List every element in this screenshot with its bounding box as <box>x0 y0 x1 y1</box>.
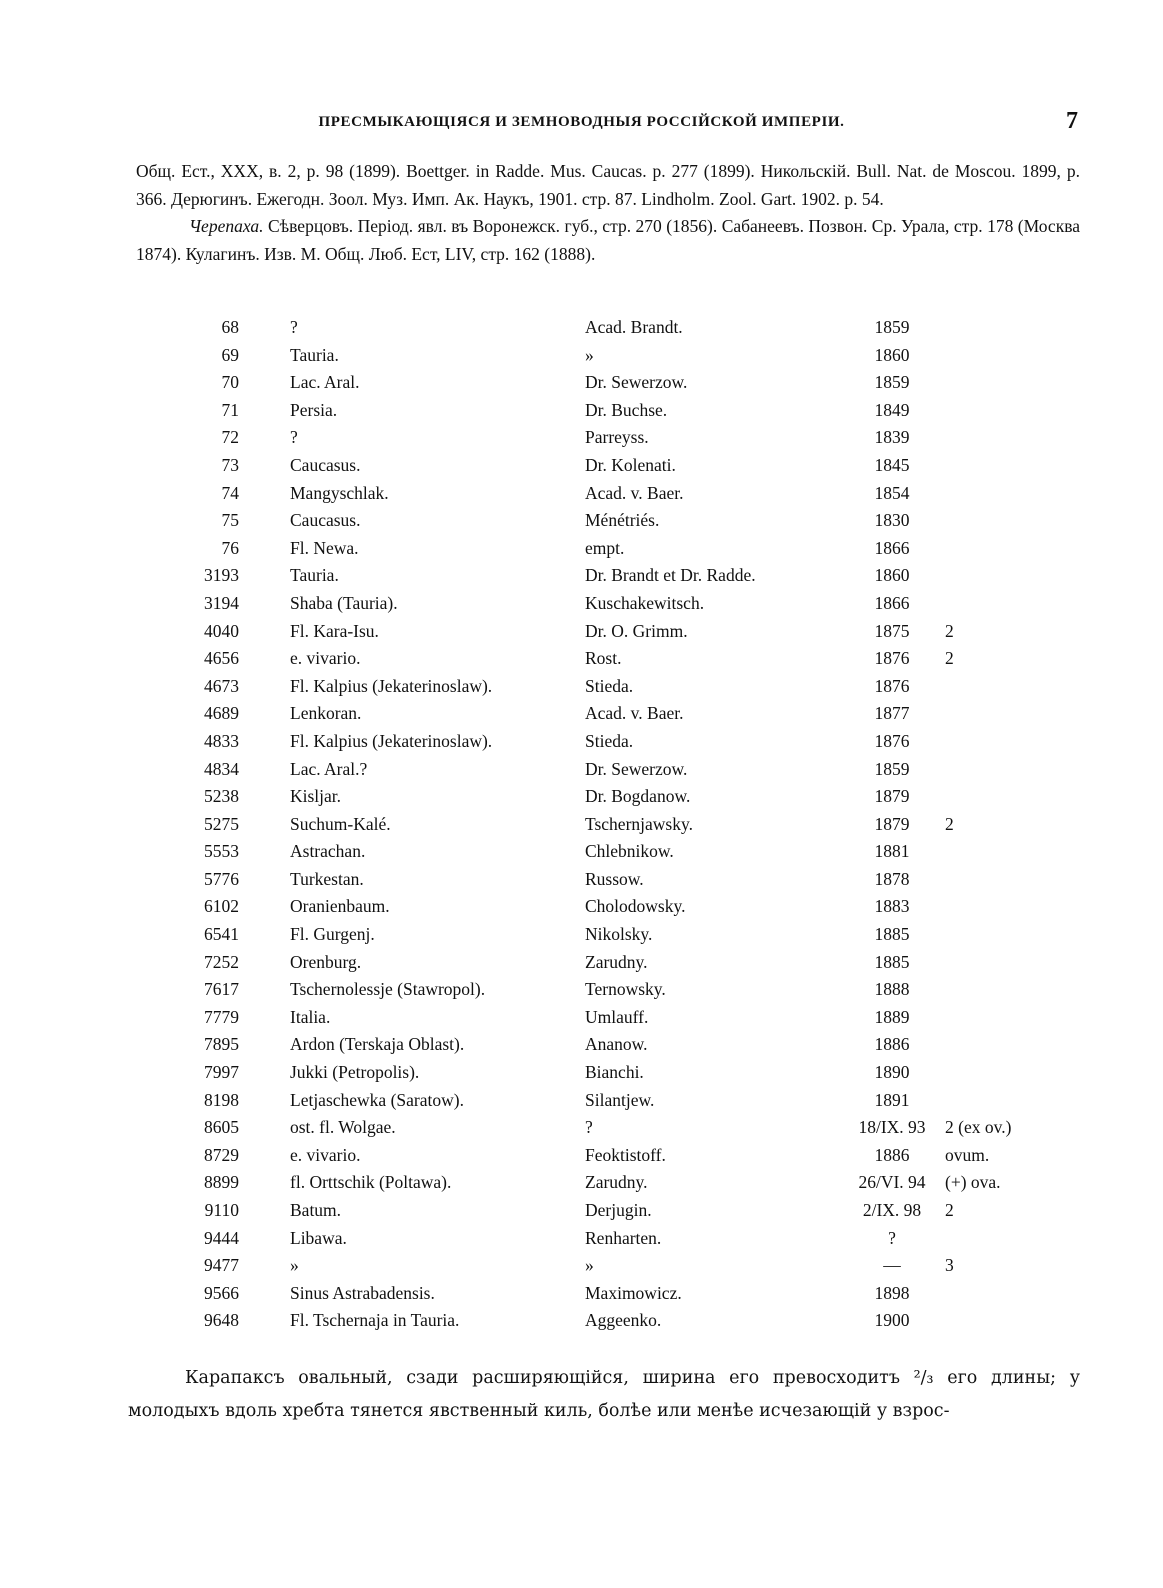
specimen-locality: Fl. Kalpius (Jekaterinoslaw). <box>290 730 493 751</box>
specimen-locality: Orenburg. <box>290 951 362 972</box>
specimen-year: 1876 <box>874 730 910 751</box>
specimen-year: 1877 <box>874 703 910 724</box>
specimen-collector: Dr. Brandt et Dr. Radde. <box>585 565 756 586</box>
specimen-number: 8605 <box>204 1117 239 1138</box>
specimen-number: 7779 <box>204 1006 239 1027</box>
specimen-locality: Sinus Astrabadensis. <box>290 1282 435 1303</box>
specimen-number: 74 <box>221 482 239 503</box>
table-row <box>0 1169 1163 1197</box>
table-row <box>0 397 1163 425</box>
table-row <box>0 535 1163 563</box>
specimen-locality: Tauria. <box>290 565 339 586</box>
specimen-collector: Nikolsky. <box>585 924 653 945</box>
table-row <box>0 480 1163 508</box>
table-row <box>0 700 1163 728</box>
specimen-collector: Aggeenko. <box>585 1310 662 1331</box>
specimen-locality: e. vivario. <box>290 1144 361 1165</box>
specimen-year: 1854 <box>874 482 910 503</box>
specimen-locality: Lac. Aral. <box>290 372 360 393</box>
specimen-number: 7252 <box>204 951 239 972</box>
specimen-note: 3 <box>945 1255 954 1276</box>
page-number: 7 <box>1066 108 1078 134</box>
specimen-number: 8198 <box>204 1089 239 1110</box>
specimen-locality: Fl. Newa. <box>290 537 359 558</box>
table-row <box>0 590 1163 618</box>
specimen-collector: » <box>585 1255 594 1276</box>
table-row <box>0 838 1163 866</box>
specimen-locality: Jukki (Petropolis). <box>290 1062 420 1083</box>
table-row <box>0 1280 1163 1308</box>
specimen-collector: Stieda. <box>585 675 634 696</box>
specimen-collector: Silantjew. <box>585 1089 655 1110</box>
specimen-number: 72 <box>221 427 239 448</box>
specimen-note: 2 <box>945 1200 954 1220</box>
table-row <box>0 893 1163 921</box>
specimen-year: 1900 <box>874 1310 910 1331</box>
table-row <box>0 424 1163 452</box>
table-row <box>0 1059 1163 1087</box>
specimen-year: 1876 <box>874 648 910 669</box>
specimen-number: 4689 <box>204 703 239 724</box>
specimen-year: 2/IX. 98 <box>862 1200 922 1220</box>
specimen-collector: Stieda. <box>585 730 634 751</box>
specimen-year: 1859 <box>874 758 910 779</box>
specimen-year: 1866 <box>874 592 910 613</box>
specimen-number: 75 <box>221 510 239 531</box>
specimen-number: 8899 <box>204 1172 239 1193</box>
specimen-year: 1860 <box>874 565 910 586</box>
specimen-year: 1891 <box>874 1089 910 1110</box>
table-row <box>0 1252 1163 1280</box>
specimen-locality: Letjaschewka (Saratow). <box>290 1089 464 1110</box>
specimen-year: 1859 <box>874 372 910 393</box>
specimen-locality: Tschernolessje (Stawropol). <box>290 979 486 1000</box>
specimen-locality: Astrachan. <box>290 841 366 862</box>
specimen-locality: Lenkoran. <box>290 703 362 724</box>
specimen-collector: Chlebnikow. <box>585 841 674 862</box>
specimen-number: 5776 <box>204 868 239 889</box>
table-row <box>0 783 1163 811</box>
specimen-collector: empt. <box>585 537 625 558</box>
bibliography-text <box>136 158 1080 268</box>
specimen-number: 70 <box>221 372 239 393</box>
specimen-number: 5238 <box>204 786 239 807</box>
running-title: ПРЕСМЫКАЮЩІЯСЯ И ЗЕМНОВОДНЫЯ РОССІЙСКОЙ ИМПЕРІИ. <box>318 114 845 130</box>
specimen-note: 2 (ex ov.) <box>945 1117 1012 1138</box>
specimen-number: 69 <box>221 344 239 365</box>
specimen-locality: Ardon (Terskaja Oblast). <box>290 1034 465 1055</box>
bibliography-paragraph <box>136 213 1080 268</box>
specimen-year: 1866 <box>874 537 910 558</box>
specimen-year: 1883 <box>874 896 910 917</box>
specimen-year: 1885 <box>874 951 910 972</box>
specimen-year: — <box>883 1255 901 1276</box>
table-row <box>0 1142 1163 1170</box>
specimen-number: 6102 <box>204 896 239 917</box>
specimen-collector: » <box>585 344 594 365</box>
specimen-locality: fl. Orttschik (Poltawa). <box>290 1172 452 1193</box>
table-row <box>0 1225 1163 1253</box>
specimen-year: 1860 <box>874 344 910 365</box>
table-row <box>0 1087 1163 1115</box>
specimen-locality: e. vivario. <box>290 648 361 669</box>
specimen-number: 6541 <box>204 924 239 945</box>
specimen-collector: Ménétriés. <box>585 510 660 531</box>
specimen-year: 1886 <box>874 1034 910 1055</box>
specimen-number: 7617 <box>204 979 239 1000</box>
specimen-locality: Kisljar. <box>290 786 342 807</box>
specimen-locality: Caucasus. <box>290 454 361 475</box>
specimen-collector: Parreyss. <box>585 427 649 448</box>
specimen-locality: Lac. Aral.? <box>290 758 368 779</box>
specimen-number: 9648 <box>204 1310 239 1331</box>
specimen-collector: ? <box>585 1117 593 1138</box>
table-row <box>0 1114 1163 1142</box>
specimen-year: 1889 <box>874 1006 910 1027</box>
specimen-locality: ? <box>290 427 298 448</box>
table-row <box>0 369 1163 397</box>
table-row <box>0 921 1163 949</box>
specimen-year: 1898 <box>874 1282 910 1303</box>
running-header <box>0 110 1163 138</box>
specimen-locality: ? <box>290 317 298 337</box>
specimen-collector: Rost. <box>585 648 622 669</box>
specimen-number: 3193 <box>204 565 239 586</box>
specimen-locality: Fl. Tschernaja in Tauria. <box>290 1310 460 1331</box>
specimen-year: 1845 <box>874 454 910 475</box>
specimen-year: 1879 <box>874 786 910 807</box>
specimen-locality: Libawa. <box>290 1227 347 1248</box>
specimen-locality: Tauria. <box>290 344 339 365</box>
specimen-locality: Caucasus. <box>290 510 361 531</box>
table-row <box>0 949 1163 977</box>
specimen-year: 1878 <box>874 868 910 889</box>
specimen-collector: Derjugin. <box>585 1200 652 1220</box>
specimen-collector: Ternowsky. <box>585 979 666 1000</box>
specimen-collector: Dr. Bogdanow. <box>585 786 691 807</box>
specimen-locality: Fl. Kalpius (Jekaterinoslaw). <box>290 675 493 696</box>
specimen-year: 1886 <box>874 1144 910 1165</box>
specimen-locality: Fl. Kara-Isu. <box>290 620 379 641</box>
specimen-locality: » <box>290 1255 299 1276</box>
specimen-note: 2 <box>945 620 954 641</box>
specimen-number: 4040 <box>204 620 239 641</box>
specimen-collector: Dr. Sewerzow. <box>585 372 688 393</box>
bibliography-paragraph: Общ. Ест., XXX, в. 2, p. 98 (1899). Boettger. in Radde. Mus. Caucas. p. 277 (1899). Никольскій. Bull. Nat. de Moscou. 1899, p. 366. Дерюгинъ. Ежегодн. Зоол. Муз. Имп. Ак. Наукъ, 1901. стр. 87. Lindholm. Zool. Gart. 1902. p. 54. <box>136 161 1080 209</box>
specimen-note: 2 <box>945 648 954 669</box>
table-row <box>0 1307 1163 1335</box>
table-row <box>0 673 1163 701</box>
specimen-collector: Dr. Kolenati. <box>585 454 676 475</box>
specimen-collector: Cholodowsky. <box>585 896 686 917</box>
specimen-number: 9110 <box>204 1200 239 1220</box>
table-row <box>0 976 1163 1004</box>
specimen-collector: Tschernjawsky. <box>585 813 693 834</box>
specimen-locality: Batum. <box>290 1200 342 1220</box>
specimen-collector: Kuschakewitsch. <box>585 592 705 613</box>
specimen-number: 4656 <box>204 648 239 669</box>
table-row <box>0 756 1163 784</box>
specimen-collector: Feoktistoff. <box>585 1144 666 1165</box>
specimen-year: ? <box>888 1227 896 1248</box>
specimen-collector: Maximowicz. <box>585 1282 682 1303</box>
specimen-year: 18/IX. 93 <box>858 1117 926 1138</box>
specimen-year: 1839 <box>874 427 910 448</box>
specimen-locality: ost. fl. Wolgae. <box>290 1117 396 1138</box>
specimen-locality: Italia. <box>290 1006 331 1027</box>
specimen-collector: Zarudny. <box>585 951 648 972</box>
specimen-collector: Zarudny. <box>585 1172 648 1193</box>
specimen-collector: Dr. O. Grimm. <box>585 620 688 641</box>
description-paragraph: Карапаксъ овальный, сзади расширяющійся, ширина его превосходитъ ²/₃ его длины; у молодыхъ вдоль хребта тянется явственный киль, болѣе или менѣе исчезающій у взрос- <box>128 1368 1080 1421</box>
specimen-note: (+) ova. <box>945 1172 1001 1193</box>
specimen-number: 4673 <box>204 675 239 696</box>
specimen-locality: Turkestan. <box>290 868 364 889</box>
specimen-collector: Acad. Brandt. <box>585 317 683 337</box>
table-row <box>0 562 1163 590</box>
specimen-number: 4834 <box>204 758 239 779</box>
specimen-number: 9566 <box>204 1282 239 1303</box>
table-row <box>0 728 1163 756</box>
specimen-note: ovum. <box>945 1144 990 1165</box>
specimen-collector: Dr. Sewerzow. <box>585 758 688 779</box>
table-row <box>0 452 1163 480</box>
specimen-collector: Acad. v. Baer. <box>585 482 684 503</box>
specimen-year: 1875 <box>874 620 910 641</box>
specimen-locality: Suchum-Kalé. <box>290 813 391 834</box>
specimen-year: 1881 <box>874 841 910 862</box>
specimen-number: 5553 <box>204 841 239 862</box>
specimen-collector: Russow. <box>585 868 644 889</box>
bibliography-references: Сѣверцовъ. Період. явл. въ Воронежск. губ., стр. 270 (1856). Сабанеевъ. Позвон. Ср. Урала, стр. 178 (Москва 1874). Кулагинъ. Изв. М. Общ. Люб. Ест, LIV, стр. 162 (1888). <box>136 216 1080 264</box>
specimen-number: 3194 <box>204 592 239 613</box>
specimen-number: 68 <box>221 317 239 337</box>
table-row <box>0 1004 1163 1032</box>
specimen-locality: Persia. <box>290 399 338 420</box>
specimen-year: 1859 <box>874 317 910 337</box>
specimen-number: 9477 <box>204 1255 239 1276</box>
specimen-number: 4833 <box>204 730 239 751</box>
specimen-number: 73 <box>221 454 239 475</box>
specimen-year: 1849 <box>874 399 910 420</box>
table-row <box>0 1031 1163 1059</box>
specimen-year: 1830 <box>874 510 910 531</box>
table-row <box>0 314 1163 342</box>
specimen-year: 1888 <box>874 979 910 1000</box>
specimen-collector: Renharten. <box>585 1227 662 1248</box>
specimen-year: 1885 <box>874 924 910 945</box>
specimen-year: 26/VI. 94 <box>858 1172 926 1193</box>
specimen-collector: Umlauff. <box>585 1006 649 1027</box>
italic-term: Черепаха. <box>189 216 264 236</box>
table-row <box>0 618 1163 646</box>
specimen-year: 1876 <box>874 675 910 696</box>
specimen-year: 1879 <box>874 813 910 834</box>
specimen-number: 76 <box>221 537 239 558</box>
specimen-number: 71 <box>221 399 239 420</box>
specimen-table <box>0 314 1163 1335</box>
specimen-collector: Ananow. <box>585 1034 648 1055</box>
specimen-locality: Mangyschlak. <box>290 482 389 503</box>
description-text <box>128 1362 1080 1428</box>
specimen-number: 8729 <box>204 1144 239 1165</box>
specimen-locality: Fl. Gurgenj. <box>290 924 375 945</box>
table-row <box>0 645 1163 673</box>
specimen-number: 7997 <box>204 1062 239 1083</box>
specimen-collector: Bianchi. <box>585 1062 644 1083</box>
specimen-number: 5275 <box>204 813 239 834</box>
specimen-number: 7895 <box>204 1034 239 1055</box>
table-row <box>0 342 1163 370</box>
table-row <box>0 866 1163 894</box>
specimen-year: 1890 <box>874 1062 910 1083</box>
table-row <box>0 811 1163 839</box>
specimen-collector: Acad. v. Baer. <box>585 703 684 724</box>
table-row <box>0 1197 1163 1225</box>
specimen-collector: Dr. Buchse. <box>585 399 668 420</box>
specimen-locality: Oranienbaum. <box>290 896 390 917</box>
specimen-note: 2 <box>945 813 954 834</box>
specimen-number: 9444 <box>204 1227 239 1248</box>
table-row <box>0 507 1163 535</box>
specimen-locality: Shaba (Tauria). <box>290 592 398 613</box>
